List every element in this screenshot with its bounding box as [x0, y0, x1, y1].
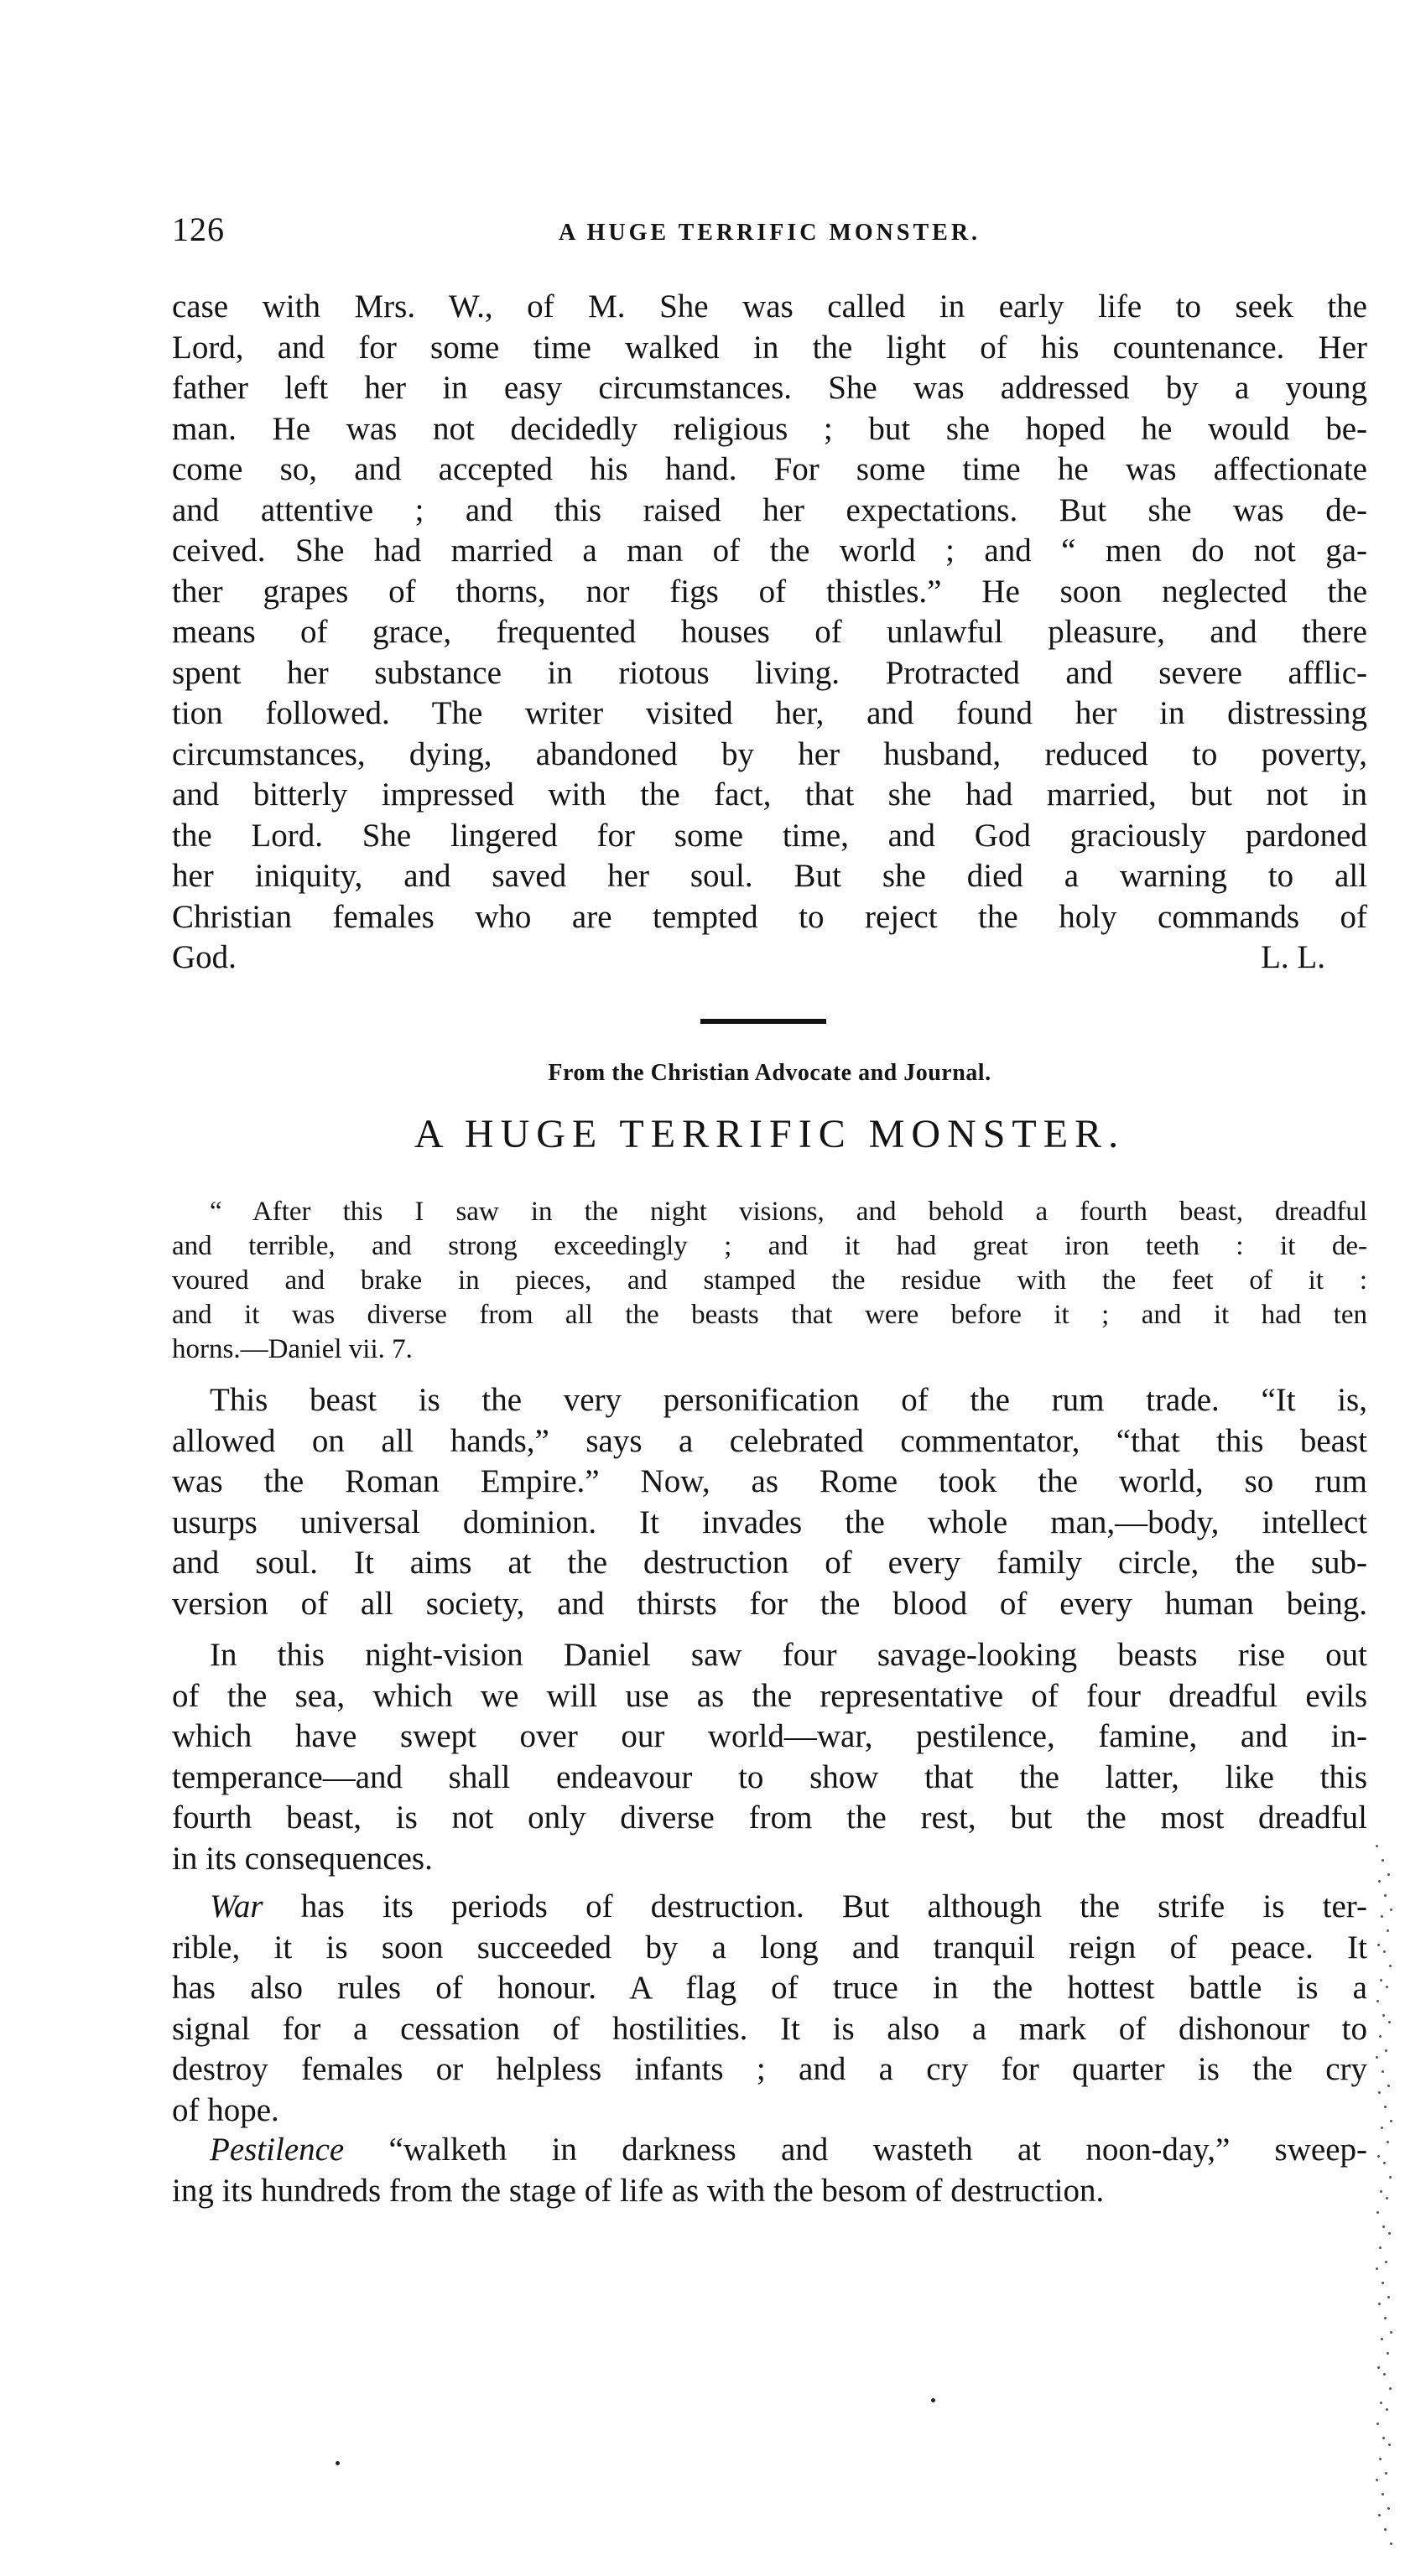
edge-mark — [1383, 2373, 1386, 2376]
edge-mark — [1390, 1909, 1392, 1911]
edge-mark — [1385, 2049, 1387, 2052]
text-line: circumstances, dying, abandoned by her husband, reduced to poverty, — [172, 735, 1367, 772]
edge-mark — [1387, 1929, 1389, 1932]
paragraph-2 — [172, 1635, 1367, 1879]
previous-article-text — [172, 287, 1367, 937]
text-line: ceived. She had married a man of the world ; and “ men do not ga- — [172, 532, 1367, 569]
edge-mark — [1376, 2479, 1378, 2481]
edge-mark — [1388, 2232, 1391, 2235]
edge-mark — [1383, 1950, 1386, 1953]
paragraph-line: This beast is the very personification of the rum trade. “It is, — [210, 1382, 1367, 1418]
edge-mark — [1389, 2176, 1392, 2179]
epigraph-line: and it was diverse from all the beasts that were before it ; and it had ten — [172, 1300, 1367, 1330]
edge-mark — [1378, 2514, 1381, 2516]
article-source: From the Christian Advocate and Journal. — [548, 1060, 991, 1086]
edge-mark — [1385, 2472, 1387, 2475]
text-line: father left her in easy circumstances. She was addressed by a young — [172, 370, 1367, 406]
paragraph-line: temperance—and shall endeavour to show that the latter, like this — [172, 1758, 1367, 1795]
paragraph-line: ing its hundreds from the stage of life as with the besom of destruction. — [172, 2172, 1105, 2209]
edge-mark — [1379, 2458, 1382, 2460]
edge-mark — [1382, 2493, 1384, 2496]
edge-mark — [1376, 2000, 1379, 2002]
paragraph-4 — [172, 2130, 1367, 2211]
edge-mark — [1376, 2423, 1379, 2425]
paragraph-line: of hope. — [172, 2091, 279, 2128]
running-title: A HUGE TERRIFIC MONSTER. — [558, 220, 981, 246]
edge-mark — [1387, 2296, 1390, 2298]
paragraph-line: signal for a cessation of hostilities. It is also a mark of dishonour to — [172, 2010, 1367, 2047]
edge-mark — [1388, 2444, 1391, 2446]
edge-mark — [1381, 2127, 1383, 2129]
epigraph-line: “ After this I saw in the night visions, and behold a fourth beast, dreadful — [210, 1197, 1367, 1227]
edge-mark — [1377, 2155, 1380, 2158]
edge-mark — [1386, 2197, 1388, 2199]
edge-mark — [1382, 1859, 1384, 1862]
edge-mark — [1378, 2303, 1381, 2305]
text-line: Lord, and for some time walked in the light of his countenance. Her — [172, 329, 1367, 366]
text-line: tion followed. The writer visited her, and found her in distressing — [172, 695, 1367, 731]
edge-mark — [1379, 2246, 1382, 2249]
edge-mark — [1386, 2408, 1388, 2411]
text-line: case with Mrs. W., of M. She was called in early life to seek the — [172, 288, 1367, 325]
edge-mark — [1387, 2507, 1390, 2510]
epigraph-line: horns.—Daniel vii. 7. — [172, 1334, 413, 1364]
edge-mark — [1390, 2120, 1392, 2122]
edge-mark — [1384, 2317, 1387, 2319]
text-line: means of grace, frequented houses of unlawful pleasure, and there — [172, 614, 1367, 650]
closing-word: God. — [172, 939, 237, 975]
paragraph-line: allowed on all hands,” says a celebrated commentator, “that this beast — [172, 1422, 1367, 1459]
paragraph-line: version of all society, and thirsts for the blood of every human being. — [172, 1585, 1367, 1622]
paragraph-4-first-line — [172, 2130, 1367, 2171]
page-edge-marks — [1376, 1845, 1401, 2566]
paragraph-1 — [172, 1380, 1367, 1624]
edge-mark — [1390, 2542, 1392, 2545]
edge-mark — [1377, 2366, 1380, 2369]
edge-mark — [1376, 2056, 1378, 2059]
edge-mark — [1383, 2162, 1386, 2164]
text-line: ther grapes of thorns, nor figs of thistles.” He soon neglected the — [172, 573, 1367, 610]
edge-mark — [1380, 2402, 1382, 2404]
edge-mark — [1387, 2085, 1390, 2087]
paragraph-3-first-line-text: has its periods of destruction. But although the strife is ter- — [263, 1888, 1367, 1924]
paragraph-line: which have swept over our world—war, pestilence, famine, and in- — [172, 1718, 1367, 1754]
text-line: man. He was not decidedly religious ; but she hoped he would be- — [172, 410, 1367, 447]
print-speck — [336, 2461, 340, 2465]
paragraph-line: has also rules of honour. A flag of truce in the hottest battle is a — [172, 1970, 1367, 2006]
edge-mark — [1378, 1880, 1381, 1883]
edge-mark — [1381, 2338, 1383, 2340]
edge-mark — [1380, 1979, 1382, 1981]
epigraph-line: voured and brake in pieces, and stamped the residue with the feet of it : — [172, 1265, 1367, 1296]
edge-mark — [1385, 2261, 1387, 2263]
paragraph-3-first-line — [172, 1887, 1367, 1928]
edge-mark — [1389, 2387, 1392, 2390]
edge-mark — [1379, 2035, 1382, 2038]
text-line: Christian females who are tempted to reject the holy commands of — [172, 898, 1367, 935]
lead-word-war: War — [210, 1888, 263, 1924]
epigraph — [172, 1195, 1367, 1367]
paragraph-3 — [172, 1887, 1367, 2131]
article-title: A HUGE TERRIFIC MONSTER. — [414, 1112, 1126, 1156]
paragraph-line: fourth beast, is not only diverse from the rest, but the most dreadful — [172, 1800, 1367, 1836]
edge-mark — [1381, 1915, 1383, 1918]
edge-mark — [1382, 2225, 1385, 2228]
text-line: and attentive ; and this raised her expectations. But she was de- — [172, 491, 1367, 528]
paragraph-line: rible, it is soon succeeded by a long and tranquil reign of peace. It — [172, 1929, 1367, 1966]
author-signature: L. L. — [1261, 939, 1325, 975]
edge-mark — [1384, 2106, 1387, 2108]
closing-line — [172, 937, 1367, 979]
edge-mark — [1384, 1894, 1387, 1897]
edge-mark — [1390, 2331, 1392, 2334]
edge-mark — [1386, 1986, 1388, 1988]
edge-mark — [1376, 2267, 1378, 2270]
edge-mark — [1387, 1873, 1390, 1876]
paragraph-line: of the sea, which we will use as the representative of four dreadful evils — [172, 1677, 1367, 1714]
paragraph-4-first-line-text: “walketh in darkness and wasteth at noon-day,” sweep- — [344, 2132, 1367, 2168]
edge-mark — [1377, 1944, 1380, 1946]
lead-word-pestilence: Pestilence — [210, 2132, 345, 2168]
paragraph-line: and soul. It aims at the destruction of every family circle, the sub- — [172, 1545, 1367, 1581]
edge-mark — [1384, 2528, 1387, 2531]
section-divider — [700, 1019, 826, 1024]
edge-mark — [1382, 2282, 1384, 2284]
edge-mark — [1387, 2352, 1389, 2355]
edge-mark — [1388, 2021, 1391, 2023]
text-line: her iniquity, and saved her soul. But she died a warning to all — [172, 858, 1367, 894]
text-line: come so, and accepted his hand. For some time he was affectionate — [172, 451, 1367, 487]
page-number: 126 — [172, 210, 225, 248]
print-speck — [931, 2398, 935, 2402]
epigraph-line: and terrible, and strong exceedingly ; and it had great iron teeth : it de- — [172, 1231, 1367, 1261]
edge-mark — [1389, 1965, 1392, 1967]
edge-mark — [1382, 2437, 1385, 2439]
edge-mark — [1376, 2211, 1379, 2214]
edge-mark — [1382, 2070, 1384, 2073]
edge-mark — [1387, 2141, 1389, 2143]
edge-mark — [1382, 2014, 1385, 2017]
paragraph-line: usurps universal dominion. It invades the whole man,—body, intellect — [172, 1504, 1367, 1540]
edge-mark — [1378, 2091, 1381, 2094]
previous-article-closing — [172, 937, 1367, 979]
running-head — [172, 210, 1367, 260]
paragraph-line: was the Roman Empire.” Now, as Rome took the world, so rum — [172, 1463, 1367, 1499]
text-line: the Lord. She lingered for some time, and God graciously pardoned — [172, 817, 1367, 854]
paragraph-line: destroy females or helpless infants ; and a cry for quarter is the cry — [172, 2051, 1367, 2087]
text-line: spent her substance in riotous living. Protracted and severe afflic- — [172, 654, 1367, 691]
paragraph-line: in its consequences. — [172, 1840, 433, 1877]
paragraph-line: In this night-vision Daniel saw four savage-looking beasts rise out — [210, 1637, 1367, 1673]
edge-mark — [1380, 2190, 1382, 2193]
edge-mark — [1376, 1845, 1378, 1847]
text-line: and bitterly impressed with the fact, that she had married, but not in — [172, 776, 1367, 813]
